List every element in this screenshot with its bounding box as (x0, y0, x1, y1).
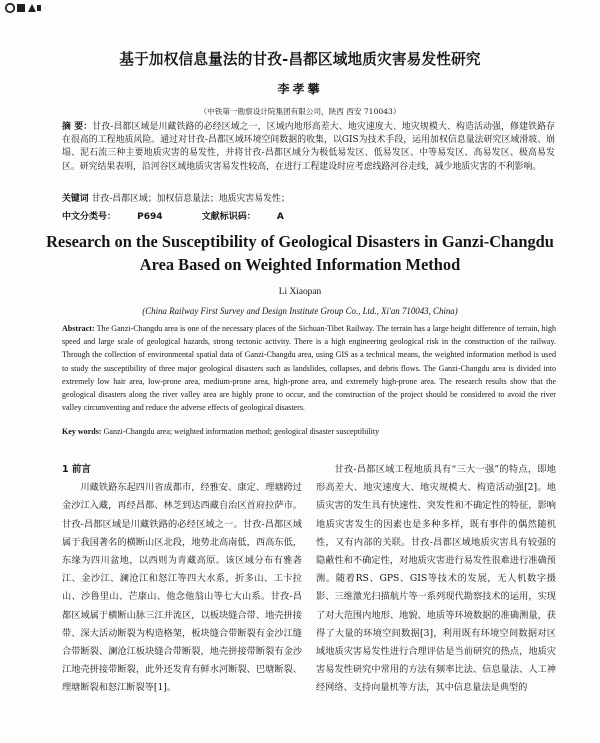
paper-title-en-line2: Area Based on Weighted Information Method (139, 255, 461, 274)
abstract-en-text: The Ganzi-Changdu area is one of the necessary places of the Sichuan-Tibet Railway. The terrain has a large height difference of terrain, high speed and large scale of geological hazards, strong tectonic activity. There is a high engineering geological risk in the construction of the railway. Through the collection of environmental spatial data of Ganzi-Changdu area, using GIS as a technical means, the weighted information method is used to study the susceptibility of three major geological disasters such as landslides, collapses, and debris flows. The Ganzi-Changdu area is divided into extremely low hair area, low-prone area, medium-prone area, high-prone area, and extremely high-prone area. The research results show that the geological disasters along the river valley area are highly prone to occur, and the construction of the project should be considered to avoid the river valley circumventing and reduce the adverse effects of geological disasters. (62, 324, 556, 413)
clc-number (62, 212, 181, 222)
keywords-en-text: Ganzi-Changdu area; weighted information method; geological disaster susceptibility (103, 427, 380, 436)
abstract-cn (62, 121, 555, 174)
abstract-cn-label: 摘 要： (62, 122, 93, 132)
body-column-right (316, 461, 556, 698)
keywords-en-label: Key words: (62, 427, 102, 436)
doc-code-label: 文献标识码： (201, 212, 256, 222)
doc-code-value: A (276, 212, 284, 222)
body-column-left (62, 461, 302, 698)
body-paragraph: 川藏铁路东起四川省成都市，经雅安、康定、理塘跨过金沙江入藏，再经昌都、林芝到达西藏自治区首府拉萨市。甘孜-昌都区域是川藏铁路的必经区域之一。甘孜-昌都区域属于我国著名的横断山区北段，地势北高南低，西高东低，东缘为四川盆地，以西则为青藏高原。该区域分布有雅砻江、金沙江、澜沧江和怒江等四大水系，折多山、工卡拉山、沙鲁里山、芒康山、他念他翁山等七大山系。甘孜-昌都区域属于横断山脉三江并流区，以板块缝合带、地壳拼接带、深大活动断裂为构造格架，板块缝合带断裂有金沙江缝合带断裂、澜沧江板块缝合带断裂，地壳拼接带断裂有金沙江地壳拼接带断裂，此外还发育有鲜水河断裂、巴塘断裂、理塘断裂和怒江断裂等[1]。 (62, 482, 302, 694)
document-code (202, 212, 302, 222)
section-heading-introduction: 1 前言 (62, 464, 91, 475)
classification-line (62, 209, 555, 222)
clc-label: 中文分类号： (62, 212, 117, 222)
abstract-en (62, 322, 556, 414)
affiliation-cn: （中铁第一勘察设计院集团有限公司，陕西 西安 710043） (199, 107, 401, 116)
paper-title-en-line1: Research on the Susceptibility of Geological Disasters in Ganzi-Changdu (46, 232, 554, 251)
journal-logo-icon (4, 2, 42, 14)
author-name-cn: 李孝攀 (277, 82, 323, 96)
paper-title-en (0, 230, 600, 276)
keywords-cn (62, 193, 555, 206)
keywords-cn-text: 甘孜-昌都区域；加权信息量法；地质灾害易发性； (91, 194, 290, 204)
affiliation-en: (China Railway First Survey and Design Institute Group Co., Ltd., Xi'an 710043, China) (142, 306, 458, 316)
author-name-en: Li Xiaopan (278, 287, 322, 297)
clc-value: P694 (137, 212, 163, 222)
keywords-en (62, 426, 556, 438)
body-paragraph: 甘孜-昌都区域工程地质具有“三大一强”的特点，即地形高差大、地灾速度大、地灾规模大、构造活动强[2]。地质灾害的发生具有快速性、突发性和不确定性的特征，影响地质灾害发生的因素也是多种多样，既有事件的偶然随机性，又有内部的关联。甘孜-昌都区域地质灾害具有较强的隐蔽性和不确定性，对地质灾害进行易发性很难进行准确预测。随着RS、GPS、GIS等技术的发展，无人机数字摄影、三维激光扫描航片等一系列现代勘察技术的运用，实现了对大范围内地形、地貌、地质等环境数据的准确测量，获得了大量的环境空间数据[3]，利用既有环境空间数据对区域地质灾害易发性进行合理评估是当前研究的热点，地质灾害易发性研究中常用的方法有频率比法、信息量法、人工神经网络、支持向量机等方法，其中信息量法是典型的 (316, 464, 556, 694)
abstract-en-label: Abstract: (62, 324, 95, 333)
keywords-cn-label: 关键词 (62, 194, 89, 204)
abstract-cn-text: 甘孜-昌都区域是川藏铁路的必经区域之一，区域内地形高差大、地灾速度大、地灾规模大、构造活动强，修建铁路存在很高的工程地质风险。通过对甘孜-昌都区域环境空间数据的收集，以GIS为技术手段，运用加权信息量法研究区域滑坡、崩塌、泥石流三种主要地质灾害的易发性，并将甘孜-昌都区域分为极低易发区、低易发区、中等易发区、高易发区、极高易发区。研究结果表明，沿河谷区域地质灾害易发性较高，在进行工程建设时应考虑线路河谷走线，减少地质灾害的不利影响。 (62, 122, 555, 172)
paper-title-cn: 基于加权信息量法的甘孜-昌都区域地质灾害易发性研究 (119, 51, 481, 68)
